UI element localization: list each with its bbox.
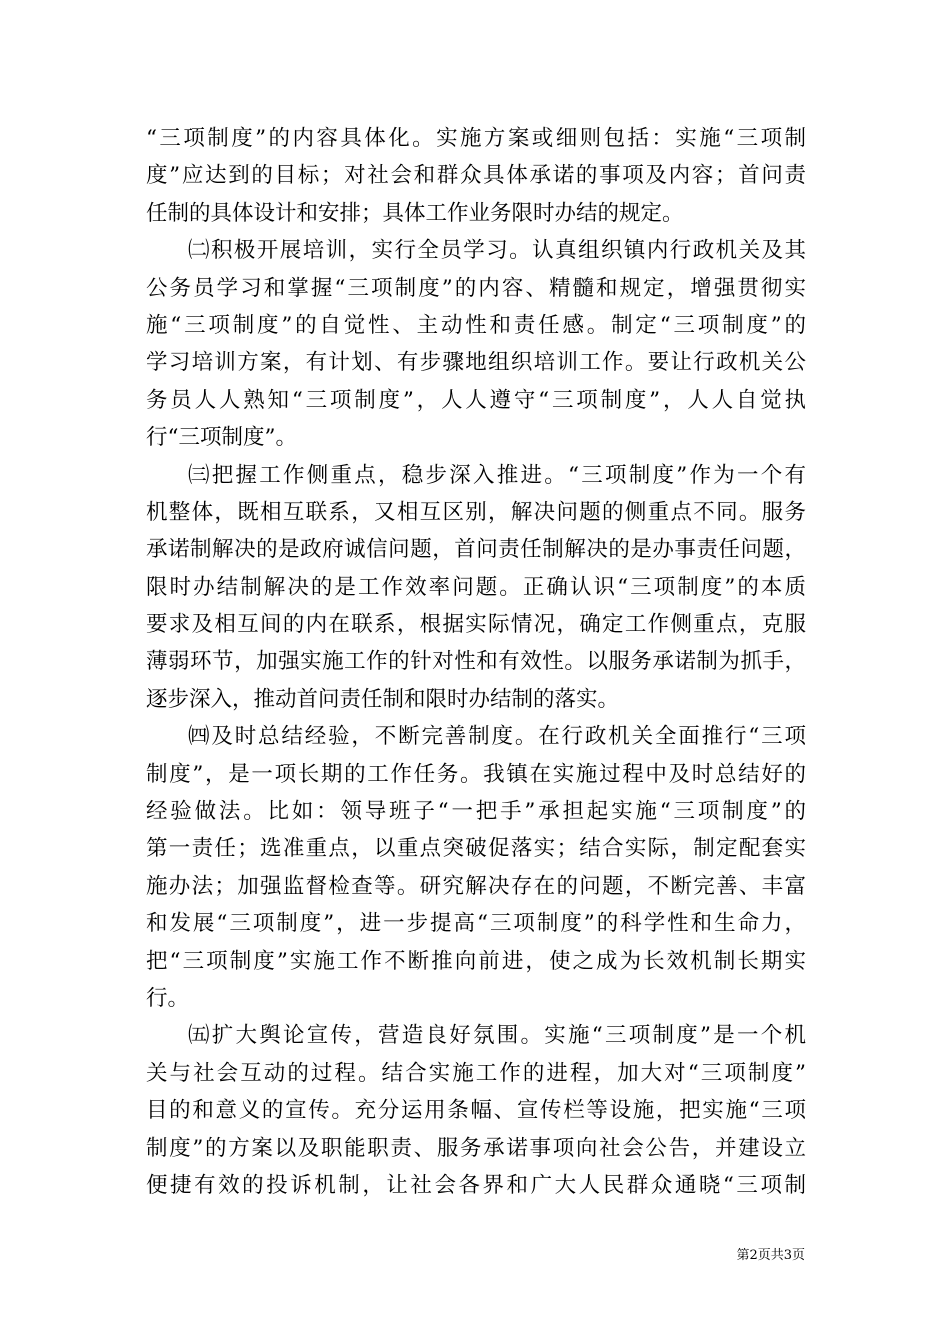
text-line: ㈡积极开展培训，实行全员学习。认真组织镇内行政机关及其 bbox=[188, 238, 806, 264]
text-line: ㈣及时总结经验，不断完善制度。在行政机关全面推行“三项 bbox=[188, 724, 806, 750]
text-line: 薄弱环节，加强实施工作的针对性和有效性。以服务承诺制为抓手， bbox=[146, 649, 806, 675]
text-line: 行“三项制度”。 bbox=[146, 425, 297, 451]
text-line: 限时办结制解决的是工作效率问题。正确认识“三项制度”的本质 bbox=[146, 574, 806, 600]
text-line: 机整体，既相互联系，又相互区别，解决问题的侧重点不同。服务 bbox=[146, 499, 806, 525]
text-line: 要求及相互间的内在联系，根据实际情况，确定工作侧重点，克服 bbox=[146, 612, 806, 638]
text-line: 便捷有效的投诉机制，让社会各界和广大人民群众通晓“三项制 bbox=[146, 1172, 806, 1198]
text-line: 关与社会互动的过程。结合实施工作的进程，加大对“三项制度” bbox=[146, 1060, 806, 1086]
text-line: 学习培训方案，有计划、有步骤地组织培训工作。要让行政机关公 bbox=[146, 350, 806, 376]
text-line: 公务员学习和掌握“三项制度”的内容、精髓和规定，增强贯彻实 bbox=[146, 275, 806, 301]
text-line: 经验做法。比如：领导班子“一把手”承担起实施“三项制度”的 bbox=[146, 799, 806, 825]
text-line: 逐步深入，推动首问责任制和限时办结制的落实。 bbox=[146, 686, 620, 712]
text-line: ㈢把握工作侧重点，稳步深入推进。“三项制度”作为一个有 bbox=[188, 462, 806, 488]
text-line: 行。 bbox=[146, 985, 190, 1011]
text-line: 和发展“三项制度”，进一步提高“三项制度”的科学性和生命力， bbox=[146, 911, 806, 937]
text-line: ㈤扩大舆论宣传，营造良好氛围。实施“三项制度”是一个机 bbox=[188, 1023, 806, 1049]
text-line: 施办法；加强监督检查等。研究解决存在的问题，不断完善、丰富 bbox=[146, 873, 806, 899]
text-line: 度”应达到的目标；对社会和群众具体承诺的事项及内容；首问责 bbox=[146, 163, 806, 189]
page-number: 第2页共3页 bbox=[736, 1248, 805, 1263]
text-line: 施“三项制度”的自觉性、主动性和责任感。制定“三项制度”的 bbox=[146, 312, 806, 338]
text-line: 务员人人熟知“三项制度”，人人遵守“三项制度”，人人自觉执 bbox=[146, 387, 806, 413]
text-line: 第一责任；选准重点，以重点突破促落实；结合实际，制定配套实 bbox=[146, 836, 806, 862]
text-line: 任制的具体设计和安排；具体工作业务限时办结的规定。 bbox=[146, 200, 684, 226]
text-line: “三项制度”的内容具体化。实施方案或细则包括：实施“三项制 bbox=[146, 126, 806, 151]
text-line: 制度”，是一项长期的工作任务。我镇在实施过程中及时总结好的 bbox=[146, 761, 806, 787]
text-line: 制度”的方案以及职能职责、服务承诺事项向社会公告，并建设立 bbox=[146, 1135, 806, 1161]
text-line: 把“三项制度”实施工作不断推向前进，使之成为长效机制长期实 bbox=[146, 948, 806, 974]
document-body bbox=[146, 120, 806, 1204]
text-line: 承诺制解决的是政府诚信问题，首问责任制解决的是办事责任问题， bbox=[146, 537, 806, 563]
text-line: 目的和意义的宣传。充分运用条幅、宣传栏等设施，把实施“三项 bbox=[146, 1098, 806, 1124]
